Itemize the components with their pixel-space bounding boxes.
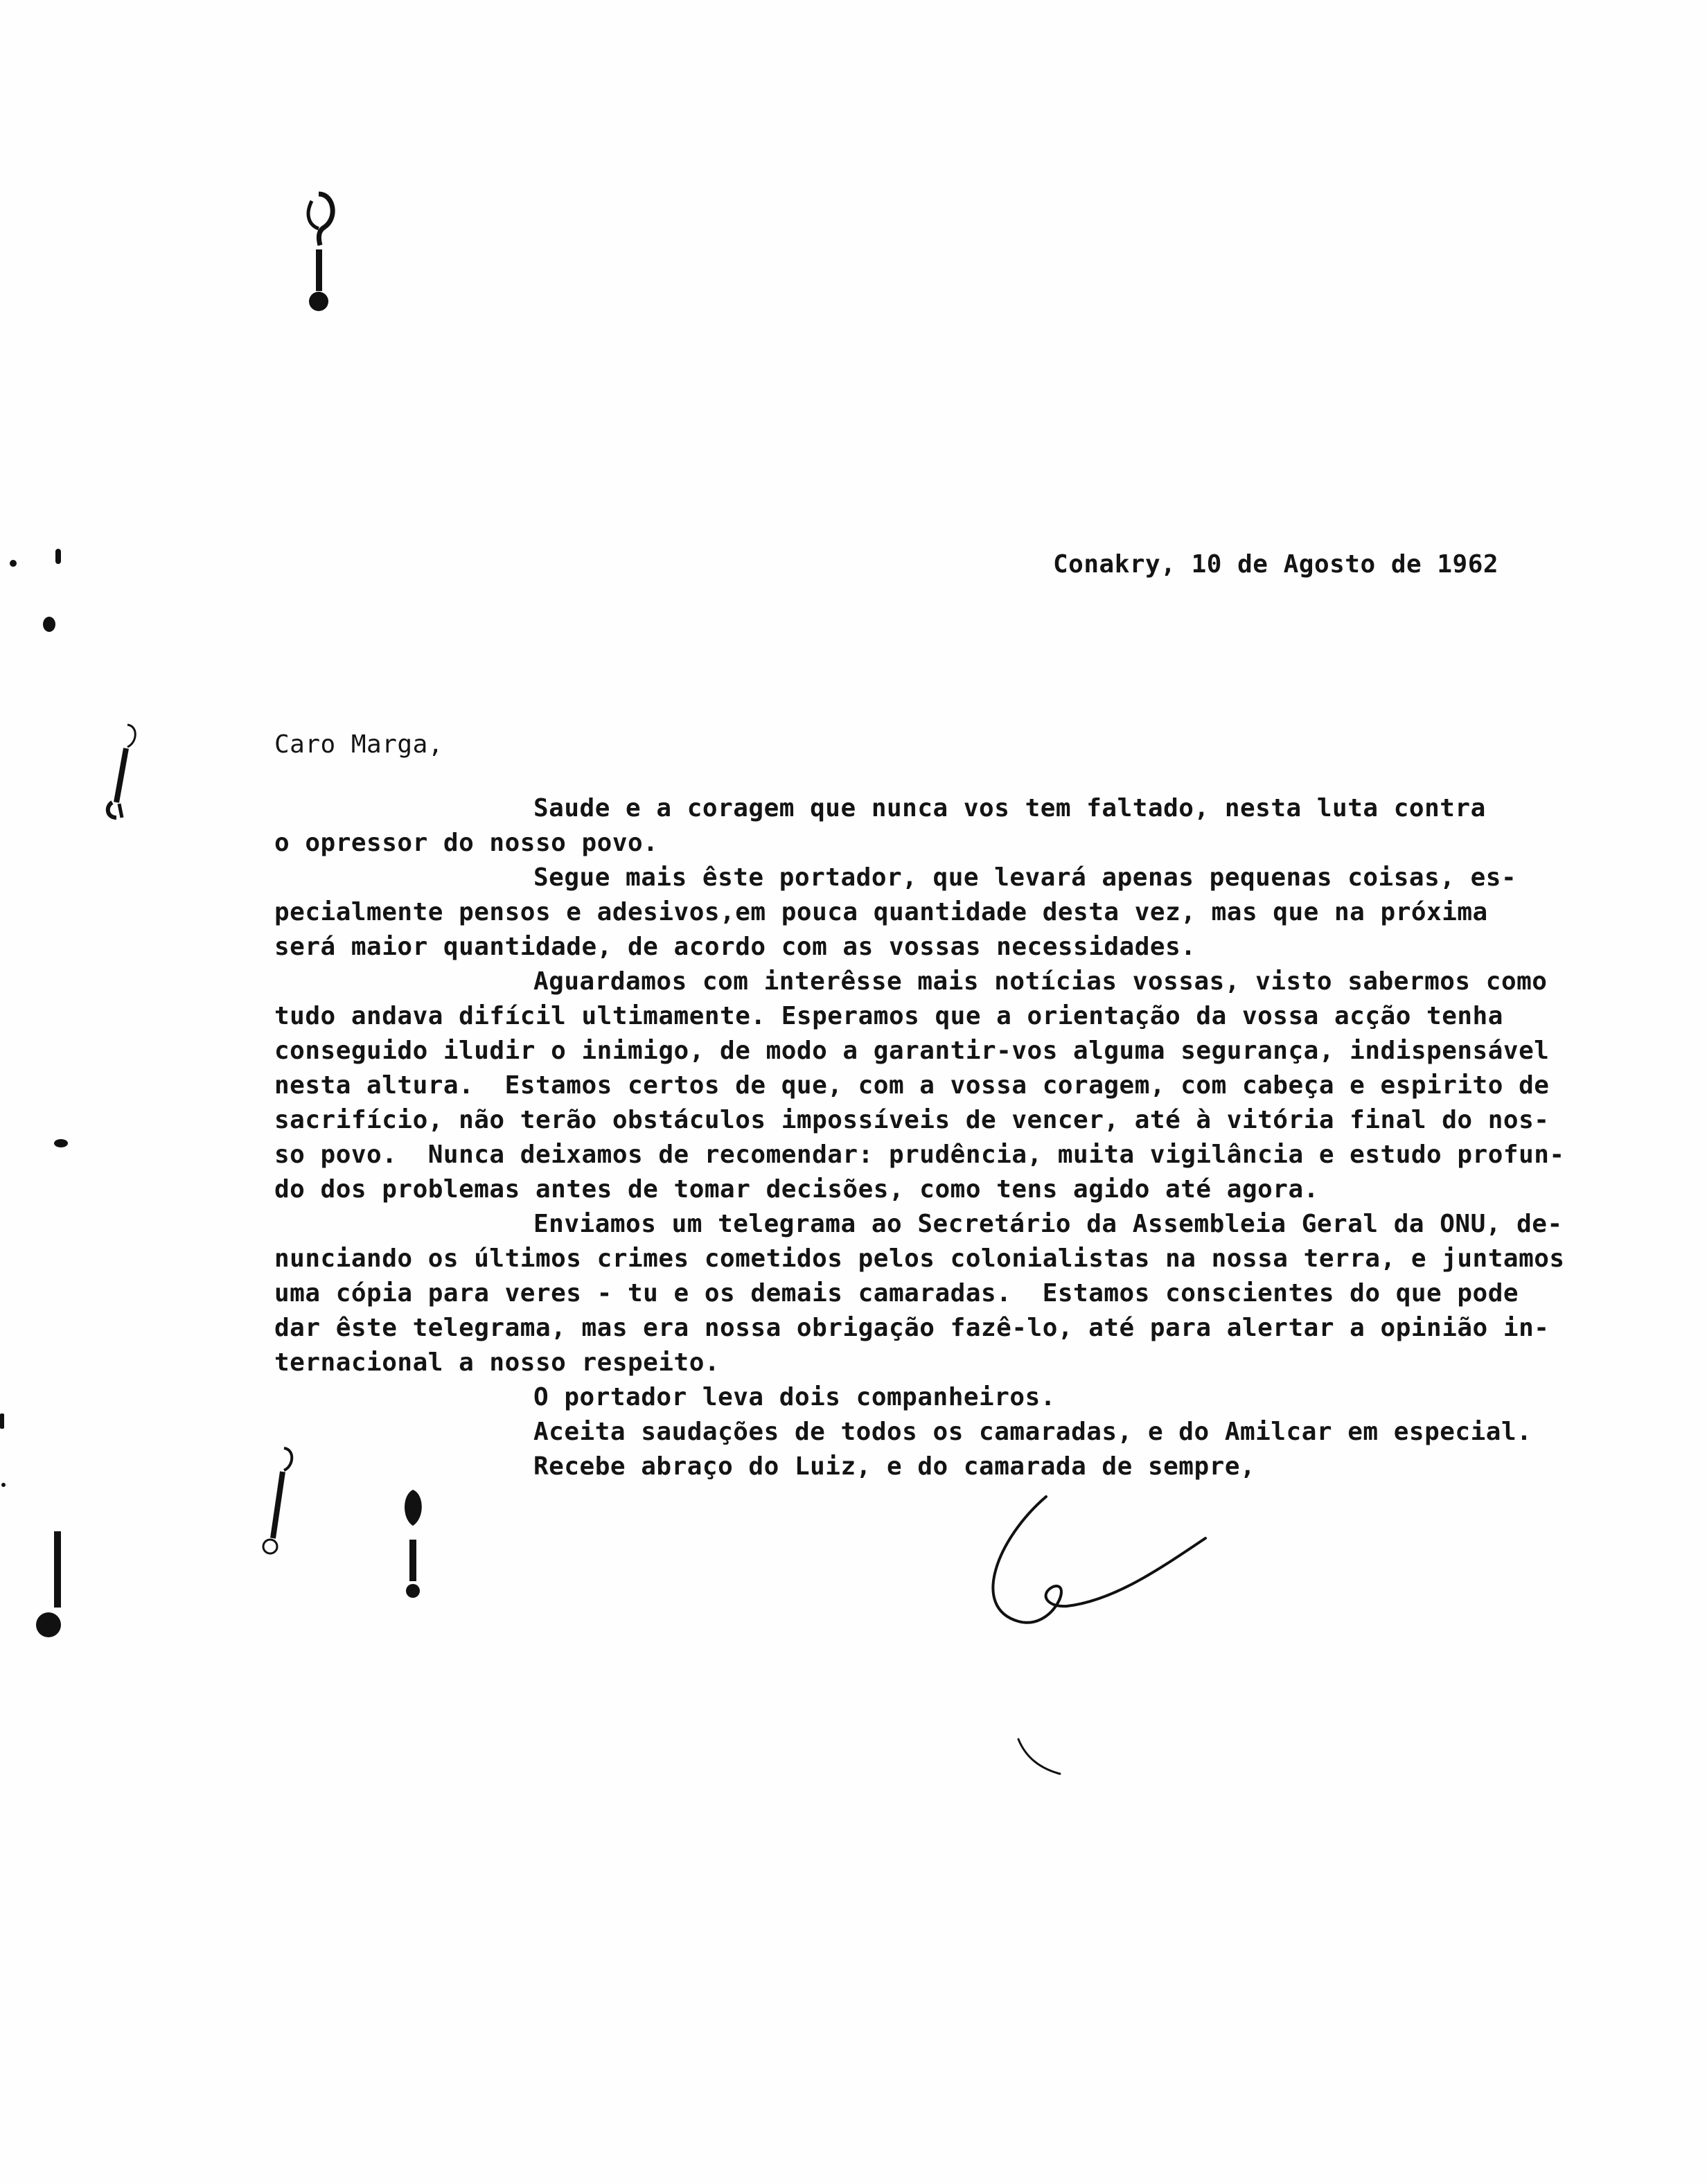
binder-hole-mark-lower-right [392,1483,434,1608]
letter-line: Aceita saudações de todos os camaradas, e do Amilcar em especial. [533,1418,1532,1446]
binder-hole-mark-bottom [28,1524,76,1642]
binder-hole-mark-middle [96,721,144,825]
letter-line: O portador leva dois companheiros. [533,1383,1056,1411]
letter-line: Aguardamos com interêsse mais notícias vossas, visto sabermos como [533,967,1548,996]
letter-line: uma cópia para veres - tu e os demais camaradas. Estamos conscientes do que pode [274,1279,1519,1307]
letter-line: Recebe abraço do Luiz, e do camarada de sempre, [533,1452,1256,1481]
letter-line: nesta altura. Estamos certos de que, com a vossa coragem, com cabeça e espirito de [274,1071,1550,1100]
letter-line: sacrifício, não terão obstáculos impossíveis de vencer, até à vitória final do nos- [274,1106,1550,1134]
letter-line: Saude e a coragem que nunca vos tem faltado, nesta luta contra [533,794,1486,822]
binder-hole-mark-top [291,187,346,319]
letter-line: dar êste telegrama, mas era nossa obrigação fazê-lo, até para alertar a opinião in- [274,1314,1550,1342]
margin-speck [54,1139,68,1147]
place-date: Conakry, 10 de Agosto de 1962 [1053,550,1499,579]
margin-speck [10,560,17,567]
letter-line: conseguido iludir o inimigo, de modo a garantir-vos alguma segurança, indispensável [274,1037,1550,1065]
handwritten-signature [956,1483,1219,1788]
margin-speck [0,1414,4,1429]
letter-line: Segue mais êste portador, que levará apenas pequenas coisas, es- [533,863,1517,892]
letter-line: do dos problemas antes de tomar decisões, como tens agido até agora. [274,1175,1319,1204]
letter-line: tudo andava difícil ultimamente. Esperamos que a orientação da vossa acção tenha [274,1002,1503,1030]
letter-line: nunciando os últimos crimes cometidos pelos colonialistas na nossa terra, e juntamos [274,1244,1565,1273]
letter-line: Enviamos um telegrama ao Secretário da Assembleia Geral da ONU, de- [533,1210,1563,1238]
letter-line: so povo. Nunca deixamos de recomendar: prudência, muita vigilância e estudo profun- [274,1141,1565,1169]
letter-line: ternacional a nosso respeito. [274,1348,720,1377]
letter-line: o opressor do nosso povo. [274,829,659,857]
letter-body [274,791,1565,1484]
letter-line: pecialmente pensos e adesivos,em pouca quantidade desta vez, mas que na próxima [274,898,1488,926]
salutation: Caro Marga, [274,730,443,759]
letter-line: será maior quantidade, de acordo com as vossas necessidades. [274,933,1196,961]
margin-speck [55,549,61,564]
margin-speck [1,1483,6,1487]
margin-speck [43,617,55,632]
